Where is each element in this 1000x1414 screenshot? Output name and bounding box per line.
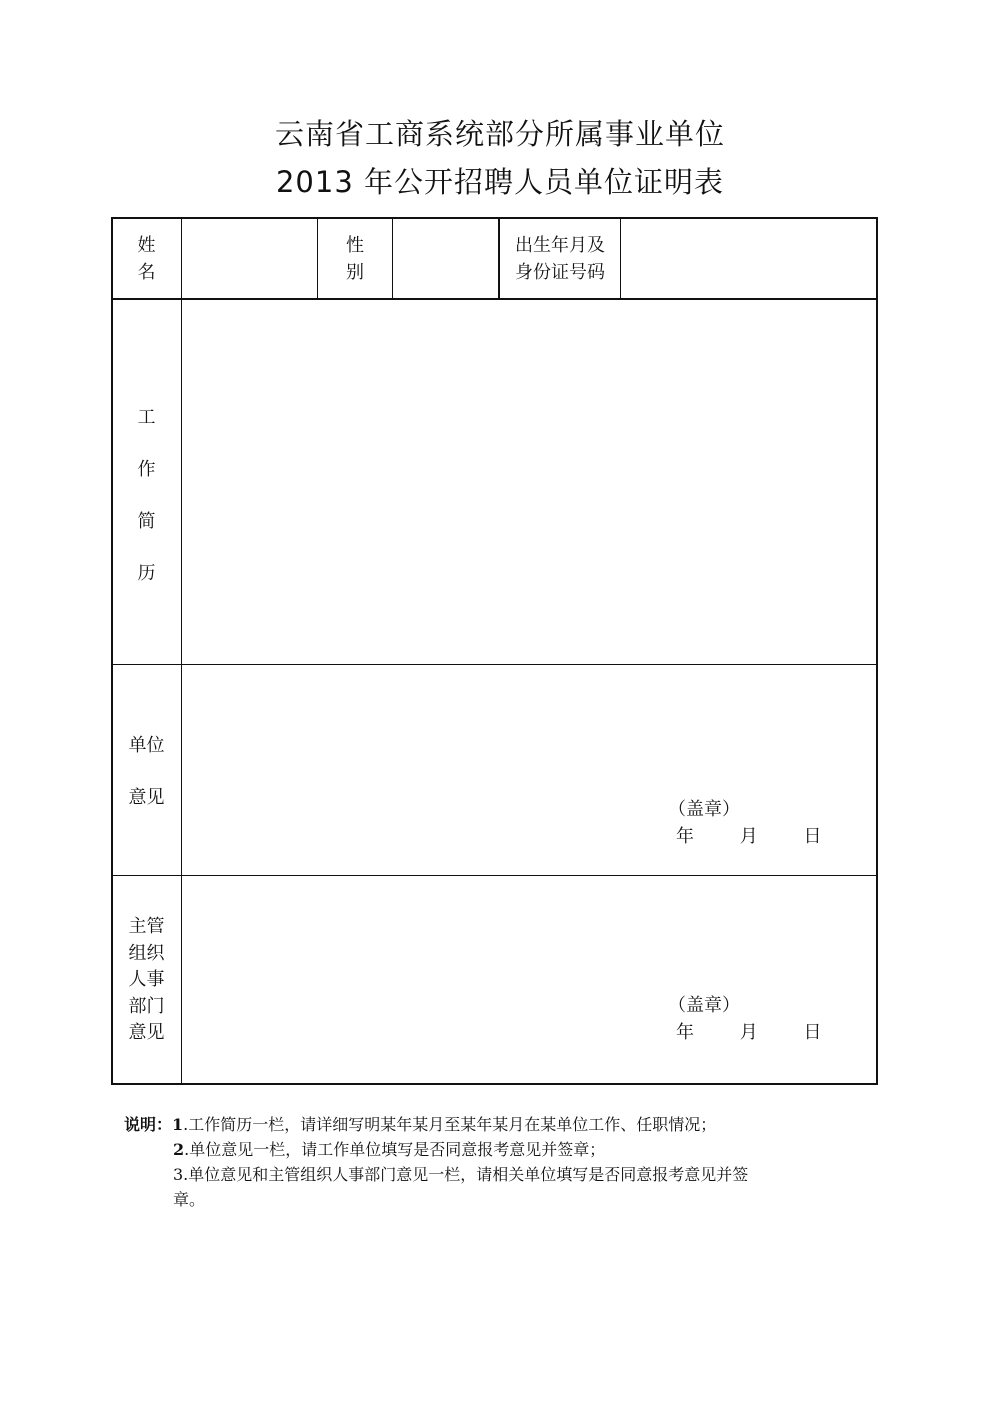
notes-section: [124, 1112, 748, 1212]
gender-field[interactable]: [393, 218, 497, 298]
unit-opinion-line-2: 意见: [128, 787, 165, 808]
note-2-number: 2: [173, 1140, 185, 1159]
note-1-number: 1: [172, 1115, 184, 1134]
note-item-3: 3.单位意见和主管组织人事部门意见一栏，请相关单位填写是否同意报考意见并签: [173, 1165, 749, 1184]
document-title-line1: 云南省工商系统部分所属事业单位: [274, 117, 725, 151]
dept-opinion-line-3: 人事: [128, 969, 165, 990]
work-history-field[interactable]: [182, 300, 876, 663]
note-2-text: .单位意见一栏，请工作单位填写是否同意报考意见并签章；: [184, 1140, 606, 1159]
dept-seal-text: （盖章）: [668, 995, 740, 1016]
dept-date-text: 年 月 日: [676, 1022, 822, 1043]
birth-id-label-line-1: 出生年月及: [515, 235, 605, 256]
birth-id-label-line-2: 身份证号码: [515, 262, 605, 283]
name-field[interactable]: [182, 218, 316, 298]
unit-date-text: 年 月 日: [676, 826, 822, 847]
unit-seal-text: （盖章）: [668, 799, 740, 820]
notes-label: 说明：: [124, 1115, 173, 1134]
dept-opinion-line-5: 意见: [128, 1022, 165, 1043]
dept-opinion-line-2: 组织: [128, 942, 165, 964]
gender-label: [318, 232, 392, 286]
unit-opinion-label: [112, 733, 181, 811]
gender-label-char-2: 别: [346, 262, 364, 283]
work-history-label: [112, 392, 181, 600]
note-item-1: [124, 1112, 748, 1137]
note-1-text: .工作简历一栏，请详细写明某年某月至某年某月在某单位工作、任职情况；: [183, 1115, 717, 1134]
unit-opinion-line-1: 单位: [128, 735, 165, 756]
birth-id-field[interactable]: [621, 218, 876, 298]
birth-id-label: [500, 232, 620, 286]
document-title-line2: 2013 年公开招聘人员单位证明表: [275, 165, 725, 199]
note-item-2: [124, 1137, 748, 1162]
name-label: [112, 232, 181, 286]
dept-opinion-line-4: 部门: [128, 995, 165, 1017]
dept-opinion-line-1: 主管: [128, 916, 165, 937]
dept-opinion-label: [112, 914, 181, 1047]
note-item-3-cont: 章。: [173, 1190, 206, 1209]
work-history-char-3: 简: [137, 511, 156, 532]
work-history-char-4: 历: [137, 563, 156, 584]
work-history-char-1: 工: [137, 407, 156, 428]
name-label-char-1: 姓: [137, 235, 156, 256]
work-history-char-2: 作: [137, 459, 156, 480]
dept-opinion-field[interactable]: [182, 876, 876, 1083]
name-label-char-2: 名: [137, 262, 156, 283]
gender-label-char-1: 性: [346, 235, 364, 256]
